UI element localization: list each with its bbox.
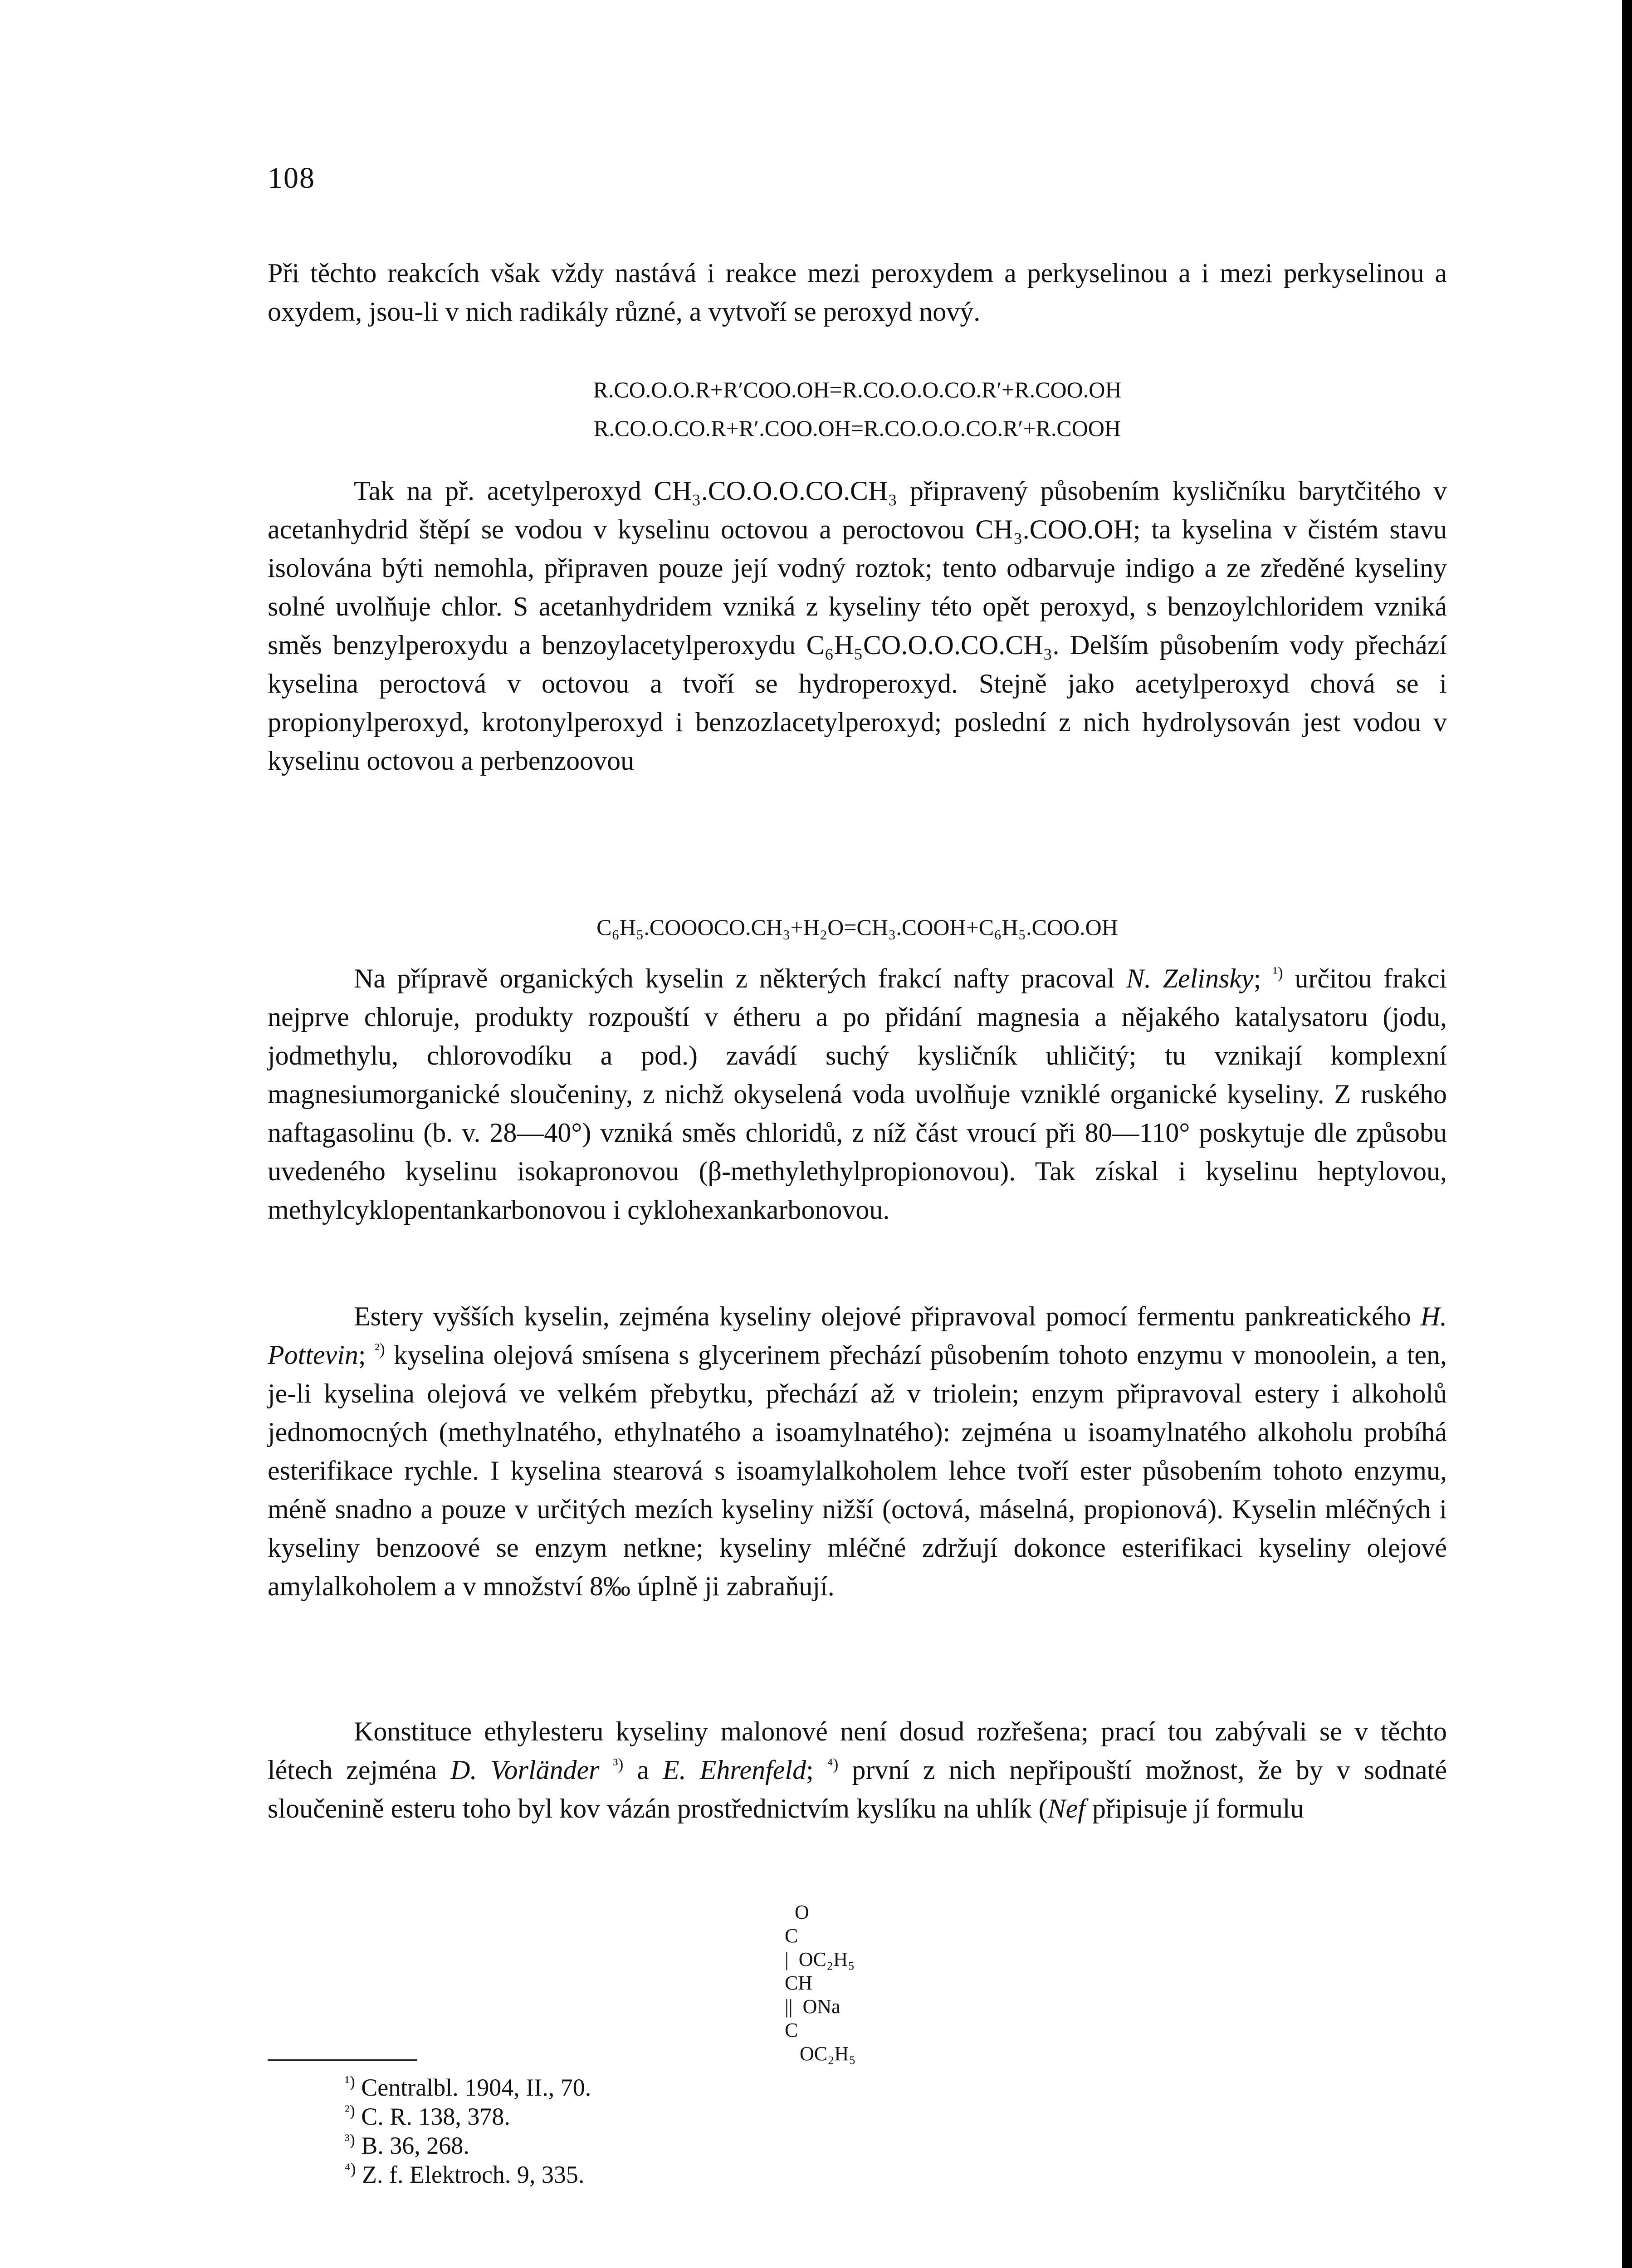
paragraph-3-body: určitou frakci nejprve chloruje, produkty rozpouští v étheru a po přidání magnesia a nějakého katalysatoru (jodu, jodmethylu, chlorovodíku a pod.) zavádí suchý kysličník uhličitý; tu vznikají komplexní magnesiumorganické sloučeniny, z nichž okyselená voda uvolňuje vzniklé organické kyseliny. Z ruského naftagasolinu (b. v. 28—40°) vzniká směs chloridů, z níž část vroucí při 80—110° poskytuje dle způsobu uvedeného kyselinu isokapronovou (β-methylethylpropionovou). Tak získal i kyselinu heptylovou, methylcyklopentankarbonovou i cyklohexankarbonovou. xyxy=(268,963,1447,1225)
formula-line-7: OC₂H₅ xyxy=(785,2043,856,2065)
formula-line-6: C xyxy=(785,2019,798,2041)
footnote-2 xyxy=(345,2102,591,2131)
equation-3: C₆H₅.COOOCO.CH₃+H₂O=CH₃.COOH+C₆H₅.COO.OH xyxy=(596,914,1118,940)
formula-line-2: C xyxy=(785,1925,798,1947)
footnote-separator xyxy=(268,2059,417,2061)
paragraph-3 xyxy=(268,959,1447,1229)
paragraph-3-lead: Na přípravě organických kyselin z některých frakcí nafty pracoval xyxy=(354,963,1126,993)
page-number: 108 xyxy=(268,161,315,195)
paragraph-4-text: Estery vyšších kyselin, zejména kyseliny olejové připravoval pomocí fermentu pankreatického H. Pottevin; $^{^2)}$ kyselina olejová smísena s glycerinem přechází působením tohoto enzymu v monoolein, a ten, je-li kyselina olejová ve velkém přebytku, přechází až v triolein; enzym připravoval estery i alkoholů jednomocných (methylnatého, ethylnatého a isoamylnatého): zejména u isoamylnatého alkoholu probíhá esterifikace rychle. I kyselina stearová s isoamylalkoholem lehce tvoří ester působením tohoto enzymu, méně snadno a pouze v určitých mezích kyseliny nižší (octová, máselná, propionová). Kyselin mléčných i kyseliny benzoové se enzym netkne; kyseliny mléčné zdržují dokonce esterifikaci kyseliny olejové amylalkoholem a v množství 8‰ úplně ji zabraňují. xyxy=(268,1301,1447,1601)
footnote-mark: ²) xyxy=(345,2102,355,2120)
paragraph-1 xyxy=(268,254,1447,331)
paragraph-5 xyxy=(268,1712,1447,1828)
footnote-1 xyxy=(345,2073,591,2102)
author-zelinsky: N. Zelinsky xyxy=(1126,963,1254,993)
paragraph-4-lead: Estery vyšších kyselin, zejména kyseliny olejové připravoval pomocí fermentu pankreatického xyxy=(354,1301,1421,1331)
footnote-4 xyxy=(345,2160,591,2189)
formula-line-1: O xyxy=(785,1901,809,1923)
equation-2: R.CO.O.CO.R+R′.COO.OH=R.CO.O.O.CO.R′+R.COOH xyxy=(593,415,1121,441)
formula-line-4: CH xyxy=(785,1972,813,1994)
paragraph-5-and: a xyxy=(623,1755,663,1785)
paragraph-4-body: kyselina olejová smísena s glycerinem přechází působením tohoto enzymu v monoolein, a ten, je-li kyselina olejová ve velkém přebytku, přechází až v triolein; enzym připravoval estery i alkoholů jednomocných (methylnatého, ethylnatého a isoamylnatého): zejména u isoamylnatého alkoholu probíhá esterifikace rychle. I kyselina stearová s isoamylalkoholem lehce tvoří ester působením tohoto enzymu, méně snadno a pouze v určitých mezích kyseliny nižší (octová, máselná, propionová). Kyselin mléčných i kyseliny benzoové se enzym netkne; kyseliny mléčné zdržují dokonce esterifikaci kyseliny olejové amylalkoholem a v množství 8‰ úplně ji zabraňují. xyxy=(268,1340,1447,1601)
structural-formula xyxy=(785,1901,856,2066)
footnote-text: Z. f. Elektroch. 9, 335. xyxy=(356,2161,585,2188)
author-ehrenfeld: E. Ehrenfeld xyxy=(663,1755,806,1785)
scan-border-right xyxy=(1622,0,1632,2268)
footnote-ref-4: ⁴) xyxy=(827,1755,839,1773)
equation-1: R.CO.O.O.R+R′COO.OH=R.CO.O.O.CO.R′+R.COO.OH xyxy=(593,377,1122,402)
footnote-mark: ¹) xyxy=(345,2072,355,2091)
formula-line-5: || ONa xyxy=(785,1995,840,2018)
author-nef: Nef xyxy=(1047,1794,1085,1823)
paragraph-2-text: Tak na př. acetylperoxyd CH₃.CO.O.O.CO.CH₃ připravený působením kysličníku barytčitého v acetanhydrid štěpí se vodou v kyselinu octovou a peroctovou CH₃.COO.OH; ta kyselina v čistém stavu isolována býti nemohla, připraven pouze její vodný roztok; tento odbarvuje indigo a ze zředěné kyseliny solné uvolňuje chlor. S acetanhydridem vzniká z kyseliny této opět peroxyd, s benzoylchloridem vzniká směs benzylperoxydu a benzoylacetylperoxydu C₆H₅CO.O.O.CO.CH₃. Delším působením vody přechází kyselina peroctová v octovou a tvoří se hydroperoxyd. Stejně jako acetylperoxyd chová se i propionylperoxyd, krotonylperoxyd i benzozlacetylperoxyd; poslední z nich hydrolysován jest vodou v kyselinu octovou a perbenzoovou xyxy=(268,476,1447,776)
paragraph-4 xyxy=(268,1297,1447,1606)
paragraph-2 xyxy=(268,472,1447,780)
paragraph-5-text: Konstituce ethylesteru kyseliny malonové není dosud rozřešena; prací tou zabývali se v těchto létech zejména D. Vorländer $^{^3)}$ a E. Ehrenfeld; $^{^4)}$ první z nich nepřipouští možnost, že by v sodnaté sloučenině esteru toho byl kov vázán prostřednictvím kyslíku na uhlík (Nef připisuje jí formulu xyxy=(268,1716,1447,1823)
footnote-text: C. R. 138, 378. xyxy=(355,2103,510,2130)
author-vorlander: D. Vorländer xyxy=(450,1755,600,1785)
footnote-3 xyxy=(345,2131,591,2160)
paragraph-5-tail: připisuje jí formulu xyxy=(1085,1794,1304,1823)
footnote-ref-3: ³) xyxy=(613,1755,624,1773)
paragraph-5-lead: Konstituce ethylesteru kyseliny malonové není dosud rozřešena; prací tou zabývali se v těchto létech zejména xyxy=(268,1716,1447,1785)
footnotes xyxy=(345,2073,591,2189)
paragraph-5-body: první z nich nepřipouští možnost, že by v sodnaté sloučenině esteru toho byl kov vázán prostřednictvím kyslíku na uhlík ( xyxy=(268,1755,1447,1823)
paragraph-3-text: Na přípravě organických kyselin z některých frakcí nafty pracoval N. Zelinsky; $^{^1)}$ určitou frakci nejprve chloruje, produkty rozpouští v étheru a po přidání magnesia a nějakého katalysatoru (jodu, jodmethylu, chlorovodíku a pod.) zavádí suchý kysličník uhličitý; tu vznikají komplexní magnesiumorganické sloučeniny, z nichž okyselená voda uvolňuje vzniklé organické kyseliny. Z ruského naftagasolinu (b. v. 28—40°) vzniká směs chloridů, z níž část vroucí při 80—110° poskytuje dle způsobu uvedeného kyselinu isokapronovou (β-methylethylpropionovou). Tak získal i kyselinu heptylovou, methylcyklopentankarbonovou i cyklohexankarbonovou. xyxy=(268,963,1447,1225)
footnote-mark: ⁴) xyxy=(345,2160,356,2178)
footnote-ref-1: ¹) xyxy=(1272,963,1283,982)
footnote-text: B. 36, 268. xyxy=(355,2132,469,2159)
footnote-mark: ³) xyxy=(345,2131,355,2149)
footnote-ref-2: ²) xyxy=(374,1340,385,1358)
author-pottevin: H. Pottevin xyxy=(268,1301,1447,1370)
paragraph-1-text: Při těchto reakcích však vždy nastává i reakce mezi peroxydem a perkyselinou a i mezi perkyselinou a oxydem, jsou-li v nich radikály různé, a vytvoří se peroxyd nový. xyxy=(268,258,1447,327)
footnote-text: Centralbl. 1904, II., 70. xyxy=(355,2074,591,2101)
formula-line-3: | OC₂H₅ xyxy=(785,1948,855,1970)
